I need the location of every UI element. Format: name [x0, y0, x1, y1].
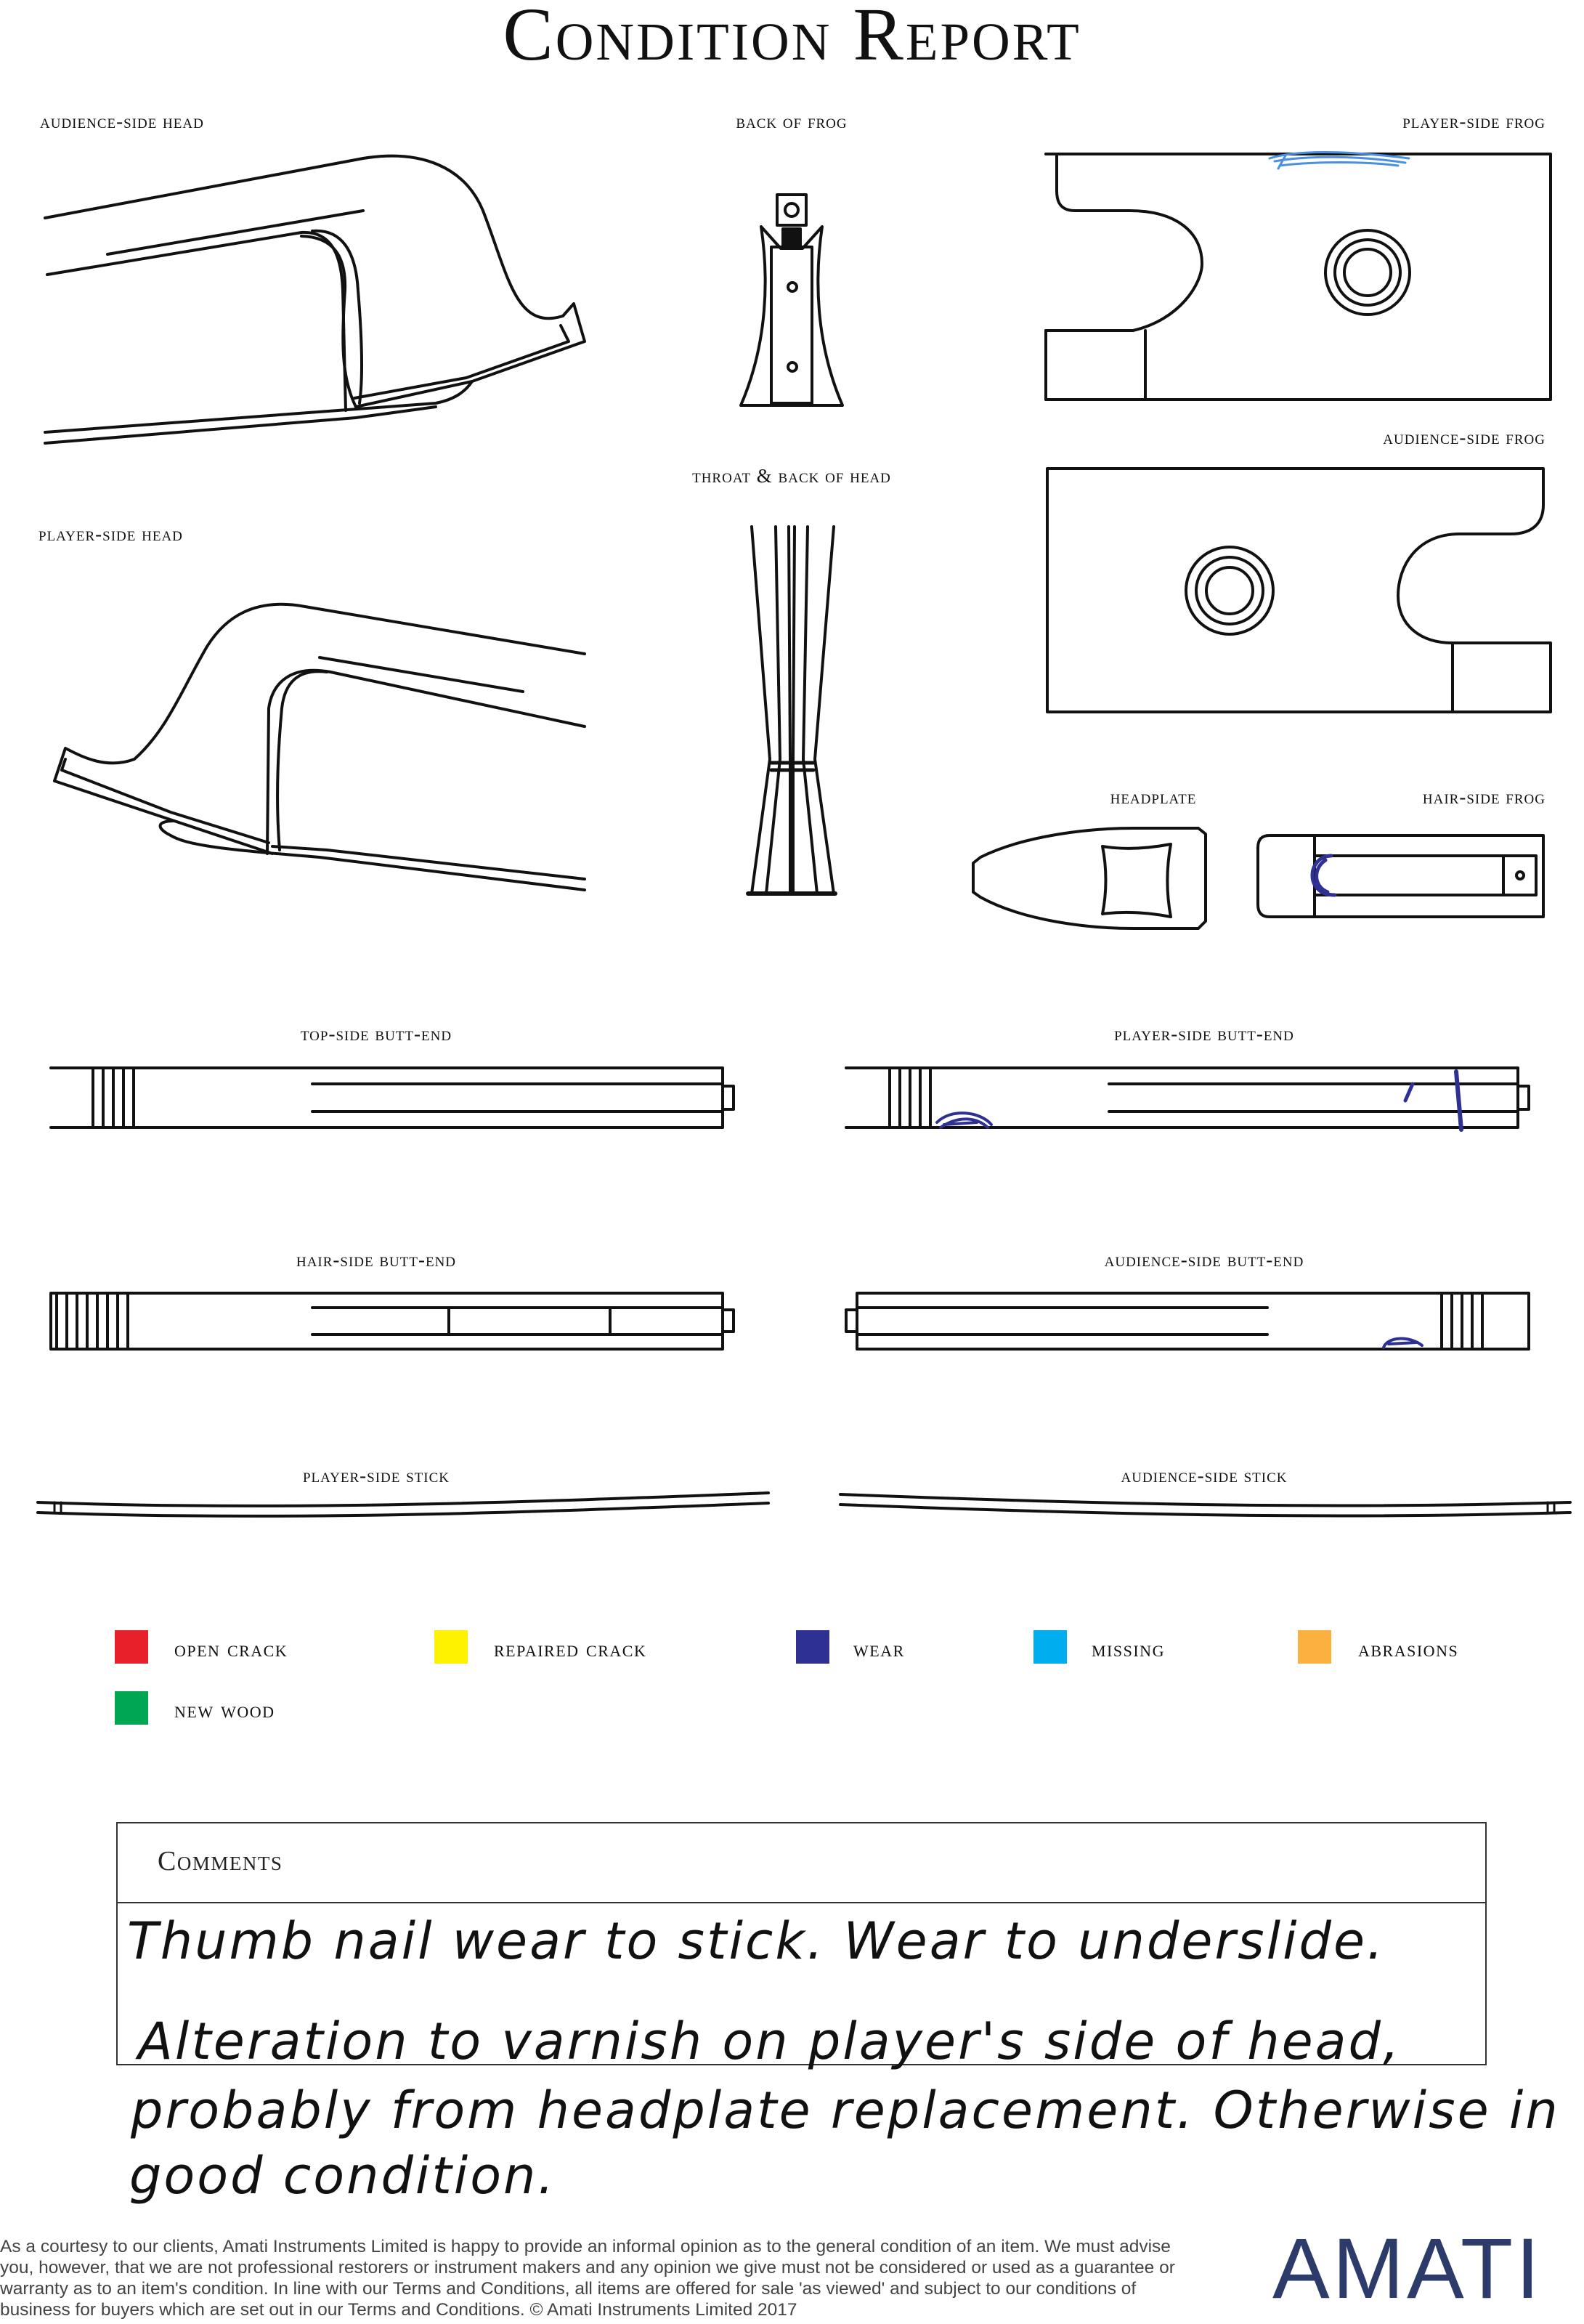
comment-line-1: Thumb nail wear to stick. Wear to underslide. — [127, 1911, 1386, 1971]
legend-label-new-wood: new wood — [174, 1696, 275, 1722]
legend-swatch-abrasions — [1298, 1630, 1331, 1664]
diagram-back-of-frog — [741, 195, 842, 405]
label-top-side-butt-end: top-side butt-end — [300, 1023, 452, 1045]
amati-logo: AMATI — [1272, 2221, 1543, 2317]
label-throat-back-of-head: throat & back of head — [692, 465, 891, 487]
legend-label-repaired-crack: repaired crack — [494, 1635, 647, 1661]
label-audience-side-head: audience-side head — [40, 110, 204, 132]
diagram-audience-side-frog — [1047, 469, 1551, 712]
disclaimer-text: As a courtesy to our clients, Amati Instruments Limited is happy to provide an informal opinion as to the general condition of an item. We must advise you, however, that we are not professional restorers or instrument makers and any opinion we give must not be considered or used as a guarantee or warranty as to an item's condition. In line with our Terms and Conditions, all items are offered for sale 'as viewed' and subject to our conditions of business for buyers which are set out in our Terms and Conditions. © Amati Instruments Limited 2017 — [0, 2237, 1175, 2320]
diagram-player-side-stick — [38, 1493, 768, 1516]
diagram-audience-side-head — [45, 156, 585, 443]
legend-label-open-crack: open crack — [174, 1635, 288, 1661]
label-audience-side-stick: audience-side stick — [1121, 1465, 1288, 1486]
label-hair-side-frog: hair-side frog — [1422, 786, 1546, 808]
diagram-player-side-head — [54, 604, 585, 890]
legend-label-missing: missing — [1092, 1635, 1165, 1661]
comments-title: Comments — [158, 1846, 283, 1876]
label-player-side-butt-end: player-side butt-end — [1114, 1023, 1294, 1045]
comment-line-4: good condition. — [129, 2146, 556, 2206]
page-title: Condition Report — [503, 0, 1081, 76]
marking-wear-player-side-butt-end — [937, 1072, 1461, 1130]
diagram-hair-side-frog — [1258, 835, 1543, 917]
legend-swatch-repaired-crack — [434, 1630, 468, 1664]
legend-label-abrasions: abrasions — [1358, 1635, 1459, 1661]
label-audience-side-butt-end: audience-side butt-end — [1104, 1249, 1304, 1271]
marking-wear-audience-side-butt-end — [1384, 1339, 1422, 1348]
label-back-of-frog: back of frog — [736, 110, 848, 132]
label-headplate: headplate — [1110, 786, 1197, 808]
legend-swatch-new-wood — [115, 1691, 148, 1725]
comment-line-2: Alteration to varnish on player's side of head, — [138, 2012, 1402, 2071]
diagram-audience-side-stick — [840, 1494, 1570, 1515]
diagram-player-side-frog — [1046, 154, 1551, 400]
diagram-player-side-butt-end — [846, 1068, 1529, 1127]
diagram-audience-side-butt-end — [846, 1293, 1529, 1349]
legend-swatch-missing — [1033, 1630, 1067, 1664]
comment-line-3: probably from headplate replacement. Otherwise in — [131, 2081, 1560, 2140]
legend-swatch-wear — [796, 1630, 829, 1664]
legend-label-wear: wear — [853, 1635, 905, 1661]
diagram-headplate — [973, 828, 1206, 928]
legend-swatch-open-crack — [115, 1630, 148, 1664]
diagram-top-side-butt-end — [51, 1068, 734, 1127]
comments-header — [118, 1823, 1485, 1903]
marking-wear-hair-side-frog — [1312, 856, 1335, 895]
label-player-side-frog: player-side frog — [1402, 110, 1546, 132]
label-hair-side-butt-end: hair-side butt-end — [296, 1249, 457, 1271]
label-player-side-stick: player-side stick — [302, 1465, 450, 1486]
diagram-throat-back-of-head — [748, 527, 835, 894]
label-player-side-head: player-side head — [38, 523, 183, 545]
diagram-hair-side-butt-end — [51, 1293, 734, 1349]
label-audience-side-frog: audience-side frog — [1383, 426, 1546, 448]
